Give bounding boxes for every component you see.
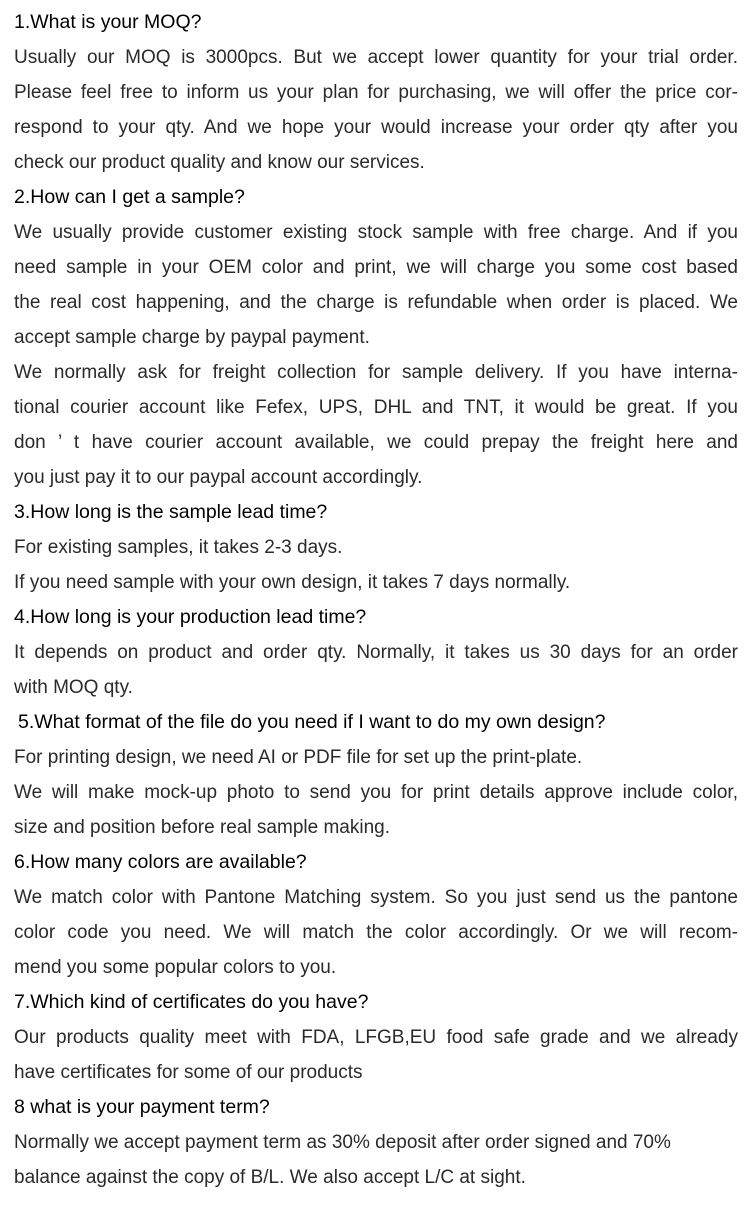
faq-answer-line: Our products quality meet with FDA, LFGB,EU food safe grade and we already xyxy=(14,1027,738,1048)
faq-answer-line: color code you need. We will match the color accordingly. Or we will recom- xyxy=(14,922,738,943)
faq-question: 5.What format of the file do you need if I want to do my own design? xyxy=(18,711,606,733)
faq-answer-line: We match color with Pantone Matching system. So you just send us the pantone xyxy=(14,887,738,908)
faq-question: 1.What is your MOQ? xyxy=(14,11,202,33)
faq-item-3 xyxy=(14,495,738,600)
faq-item-4 xyxy=(14,600,738,705)
faq-answer-line: Please feel free to inform us your plan for purchasing, we will offer the price cor- xyxy=(14,82,738,103)
faq-answer-line: balance against the copy of B/L. We also accept L/C at sight. xyxy=(14,1167,526,1188)
faq-answer-line: For printing design, we need AI or PDF file for set up the print-plate. xyxy=(14,747,583,768)
faq-item-1 xyxy=(14,5,738,180)
faq-item-7 xyxy=(14,985,738,1090)
faq-question: 2.How can I get a sample? xyxy=(14,186,245,208)
faq-answer-line: Usually our MOQ is 3000pcs. But we accept lower quantity for your trial order. xyxy=(14,47,738,68)
faq-answer-line: Normally we accept payment term as 30% deposit after order signed and 70% xyxy=(14,1132,671,1153)
faq-answer-line: If you need sample with your own design, it takes 7 days normally. xyxy=(14,572,571,593)
faq-answer-line: the real cost happening, and the charge is refundable when order is placed. We xyxy=(14,292,738,313)
faq-answer-line: It depends on product and order qty. Normally, it takes us 30 days for an order xyxy=(14,642,738,663)
faq-answer-line: you just pay it to our paypal account accordingly. xyxy=(14,467,423,488)
faq-question: 6.How many colors are available? xyxy=(14,851,307,873)
faq-answer-line: We usually provide customer existing stock sample with free charge. And if you xyxy=(14,222,738,243)
faq-answer-line: don ’ t have courier account available, we could prepay the freight here and xyxy=(14,432,738,453)
faq-answer-line: mend you some popular colors to you. xyxy=(14,957,337,978)
faq-item-2 xyxy=(14,180,738,495)
faq-answer-line: have certificates for some of our products xyxy=(14,1062,363,1083)
faq-answer-line: check our product quality and know our services. xyxy=(14,152,425,173)
faq-answer-line: need sample in your OEM color and print, we will charge you some cost based xyxy=(14,257,738,278)
faq-answer-line: accept sample charge by paypal payment. xyxy=(14,327,370,348)
faq-item-5 xyxy=(14,705,738,845)
faq-document xyxy=(14,5,738,1195)
faq-question: 7.Which kind of certificates do you have? xyxy=(14,991,369,1013)
faq-question: 4.How long is your production lead time? xyxy=(14,606,367,628)
faq-answer-line: We will make mock-up photo to send you for print details approve include color, xyxy=(14,782,738,803)
faq-answer-line: respond to your qty. And we hope your would increase your order qty after you xyxy=(14,117,738,138)
faq-item-8 xyxy=(14,1090,738,1195)
faq-answer-line: tional courier account like Fefex, UPS, DHL and TNT, it would be great. If you xyxy=(14,397,738,418)
faq-answer-line: For existing samples, it takes 2-3 days. xyxy=(14,537,343,558)
faq-question: 3.How long is the sample lead time? xyxy=(14,501,328,523)
faq-answer-line: We normally ask for freight collection for sample delivery. If you have interna- xyxy=(14,362,738,383)
faq-item-6 xyxy=(14,845,738,985)
faq-answer-line: with MOQ qty. xyxy=(14,677,133,698)
faq-answer-line: size and position before real sample making. xyxy=(14,817,390,838)
faq-question: 8 what is your payment term? xyxy=(14,1096,270,1118)
